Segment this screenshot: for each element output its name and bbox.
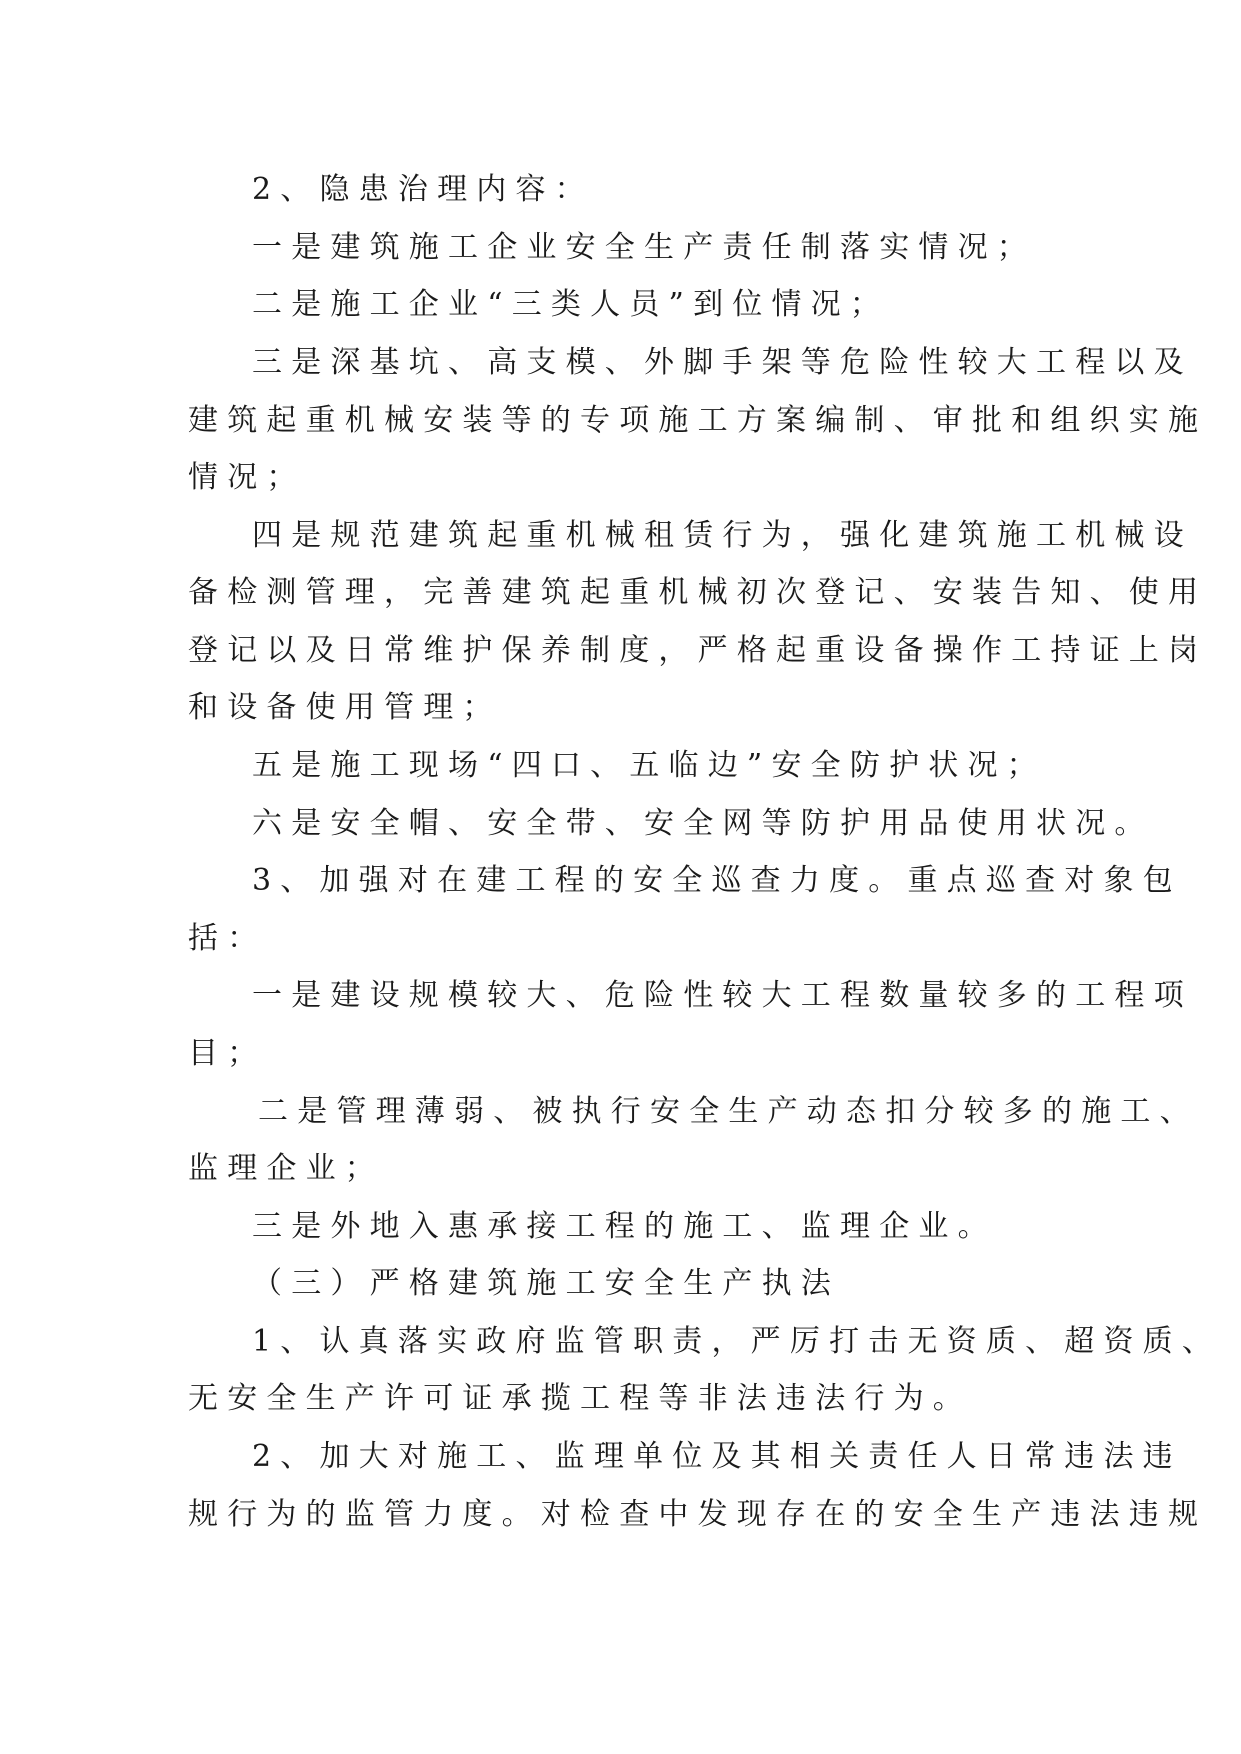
- text-line: 四是规范建筑起重机械租赁行为，强化建筑施工机械设: [252, 518, 1193, 553]
- text-line: （三）严格建筑施工安全生产执法: [252, 1266, 840, 1301]
- text-line: 规行为的监管力度。对检查中发现存在的安全生产违法违规: [188, 1497, 1208, 1532]
- text-line: 二是管理薄弱、被执行安全生产动态扣分较多的施工、: [258, 1094, 1199, 1129]
- text-line: 备检测管理，完善建筑起重机械初次登记、安装告知、使用: [188, 575, 1208, 610]
- text-line: 六是安全帽、安全带、安全网等防护用品使用状况。: [252, 806, 1154, 841]
- text-line: 括：: [188, 921, 267, 956]
- text-line: 三是深基坑、高支模、外脚手架等危险性较大工程以及: [252, 345, 1193, 380]
- text-line: 监理企业；: [188, 1151, 384, 1186]
- text-line: 五是施工现场“四口、五临边”安全防护状况；: [252, 748, 1046, 783]
- text-line: 2、隐患治理内容：: [252, 172, 594, 207]
- text-line: 目；: [188, 1036, 267, 1071]
- text-line: 情况；: [188, 460, 306, 495]
- text-line: 一是建筑施工企业安全生产责任制落实情况；: [252, 230, 1036, 265]
- text-line: 2、加大对施工、监理单位及其相关责任人日常违法违: [252, 1439, 1182, 1474]
- text-line: 三是外地入惠承接工程的施工、监理企业。: [252, 1209, 997, 1244]
- text-line: 建筑起重机械安装等的专项施工方案编制、审批和组织实施: [188, 403, 1208, 438]
- text-line: 登记以及日常维护保养制度，严格起重设备操作工持证上岗: [188, 633, 1208, 668]
- text-line: 3、加强对在建工程的安全巡查力度。重点巡查对象包: [252, 863, 1182, 898]
- text-line: 1、认真落实政府监管职责，严厉打击无资质、超资质、: [252, 1324, 1222, 1359]
- text-line: 和设备使用管理；: [188, 690, 502, 725]
- text-line: 一是建设规模较大、危险性较大工程数量较多的工程项: [252, 978, 1193, 1013]
- text-line: 二是施工企业“三类人员”到位情况；: [252, 287, 890, 322]
- text-line: 无安全生产许可证承揽工程等非法违法行为。: [188, 1381, 972, 1416]
